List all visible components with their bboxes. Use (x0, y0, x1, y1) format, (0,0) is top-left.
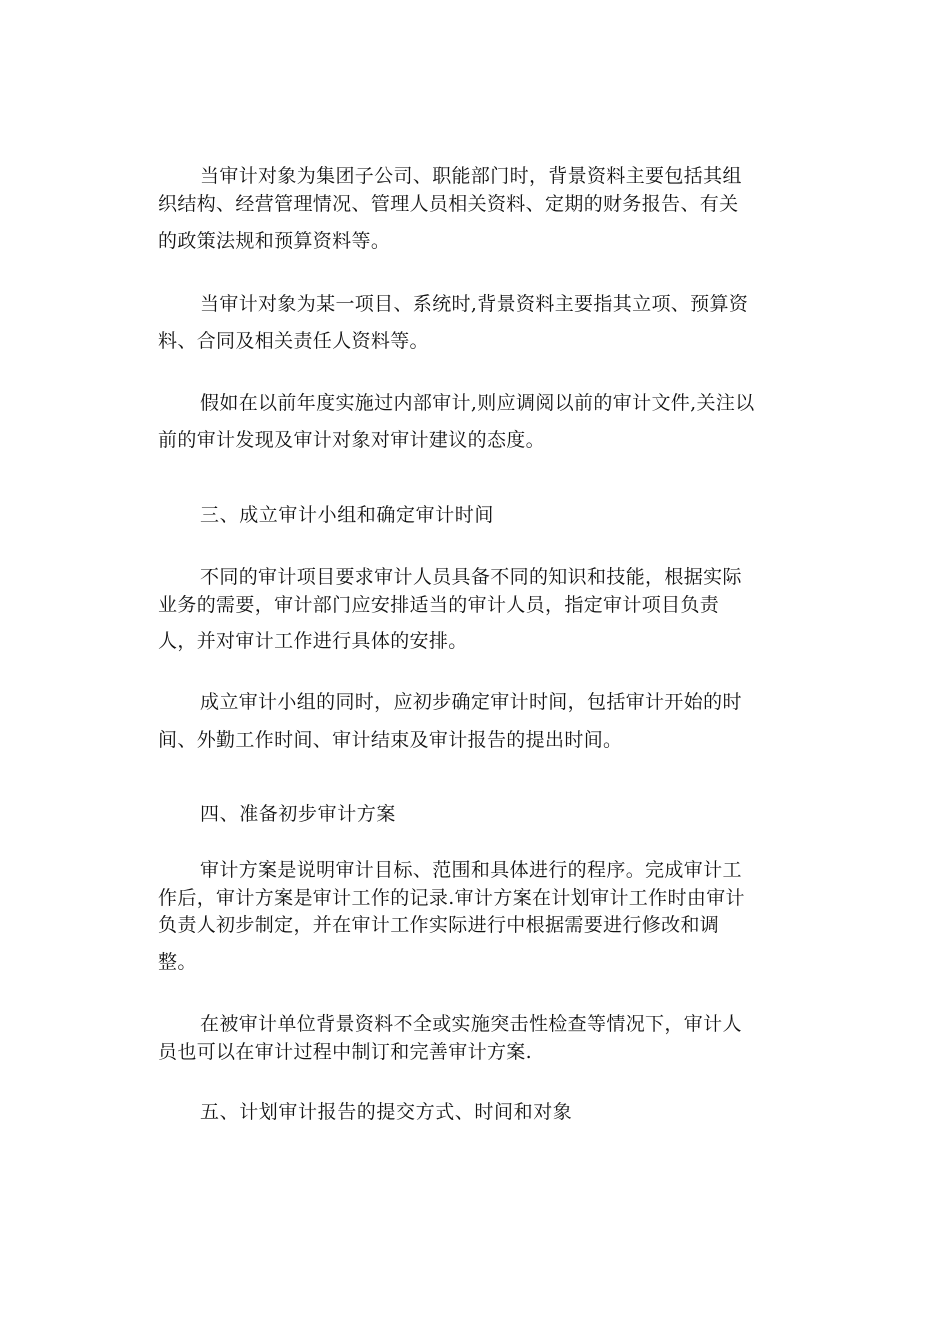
paragraph-7-line-2: 员也可以在审计过程中制订和完善审计方案. (158, 1041, 533, 1063)
paragraph-3-line-2: 前的审计发现及审计对象对审计建议的态度。 (158, 429, 546, 451)
paragraph-3-line-1: 假如在以前年度实施过内部审计,则应调阅以前的审计文件,关注以 (200, 392, 755, 414)
paragraph-5-line-1: 成立审计小组的同时，应初步确定审计时间，包括审计开始的时 (200, 691, 742, 713)
paragraph-1-line-1: 当审计对象为集团子公司、职能部门时，背景资料主要包括其组 (200, 165, 742, 187)
section-heading-4: 四、准备初步审计方案 (200, 803, 397, 825)
paragraph-7-line-1: 在被审计单位背景资料不全或实施突击性检查等情况下，审计人 (200, 1013, 742, 1035)
paragraph-6-line-3: 负责人初步制定，并在审计工作实际进行中根据需要进行修改和调 (158, 914, 720, 936)
paragraph-6-line-2: 作后，审计方案是审计工作的记录.审计方案在计划审计工作时由审计 (158, 887, 745, 909)
section-heading-3: 三、成立审计小组和确定审计时间 (200, 504, 495, 526)
paragraph-1-line-2: 织结构、经营管理情况、管理人员相关资料、定期的财务报告、有关 (158, 193, 739, 215)
paragraph-1-line-3: 的政策法规和预算资料等。 (158, 230, 391, 252)
paragraph-4-line-3: 人，并对审计工作进行具体的安排。 (158, 630, 468, 652)
paragraph-2-line-1: 当审计对象为某一项目、系统时,背景资料主要指其立项、预算资 (200, 293, 749, 315)
section-heading-5: 五、计划审计报告的提交方式、时间和对象 (200, 1101, 573, 1123)
paragraph-4-line-1: 不同的审计项目要求审计人员具备不同的知识和技能，根据实际 (200, 566, 742, 588)
paragraph-6-line-4: 整。 (158, 951, 197, 973)
paragraph-5-line-2: 间、外勤工作时间、审计结束及审计报告的提出时间。 (158, 729, 623, 751)
paragraph-6-line-1: 审计方案是说明审计目标、范围和具体进行的程序。完成审计工 (200, 859, 742, 881)
paragraph-2-line-2: 料、合同及相关责任人资料等。 (158, 330, 429, 352)
paragraph-4-line-2: 业务的需要，审计部门应安排适当的审计人员，指定审计项目负责 (158, 594, 720, 616)
